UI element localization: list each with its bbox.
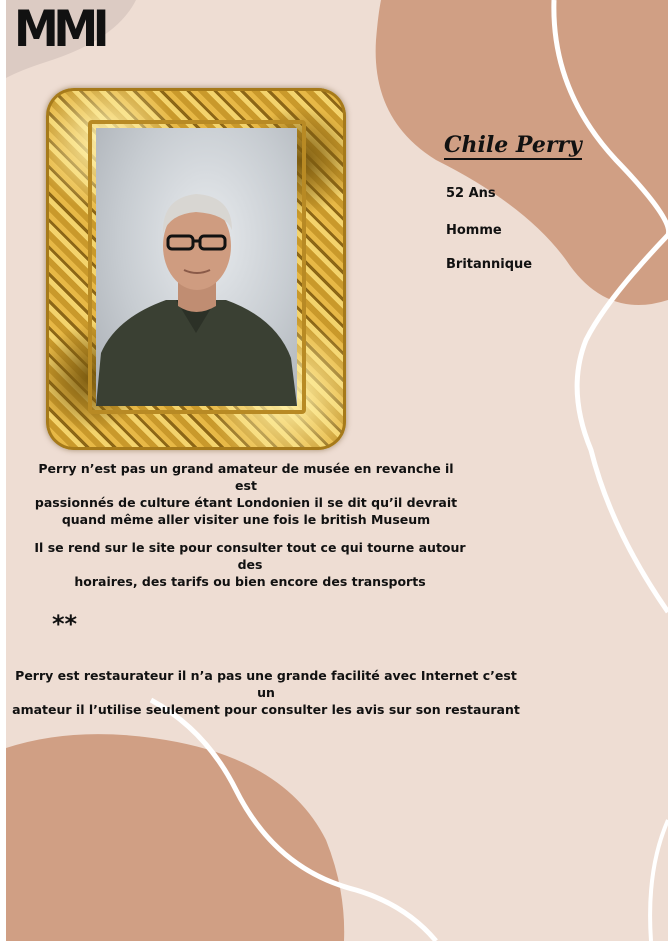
separator-stars: ** — [52, 610, 78, 638]
description-paragraph-1: Perry n’est pas un grand amateur de musée en revanche il est passionnés de culture étant Londonien il se dit qu’il devrait quand même aller visiter une fois le british Museum — [34, 461, 458, 527]
bottom-right-wave-line — [650, 820, 668, 941]
persona-nationality: Britannique — [446, 257, 533, 272]
bottom-left-blob-shape — [6, 734, 344, 941]
mmi-logo: MMI — [14, 0, 105, 58]
description-paragraph-2: Il se rend sur le site pour consulter tout ce qui tourne autour des horaires, des tarifs ou bien encore des transports — [34, 540, 466, 589]
description-paragraph-3: Perry est restaurateur il n’a pas une grande facilité avec Internet c’est un amateur il l’utilise seulement pour consulter les avis sur son restaurant — [12, 668, 520, 717]
persona-page — [6, 0, 668, 941]
persona-gender: Homme — [446, 223, 502, 238]
persona-age: 52 Ans — [446, 186, 496, 201]
portrait-photo — [96, 128, 297, 406]
persona-name: Chile Perry — [444, 133, 582, 160]
